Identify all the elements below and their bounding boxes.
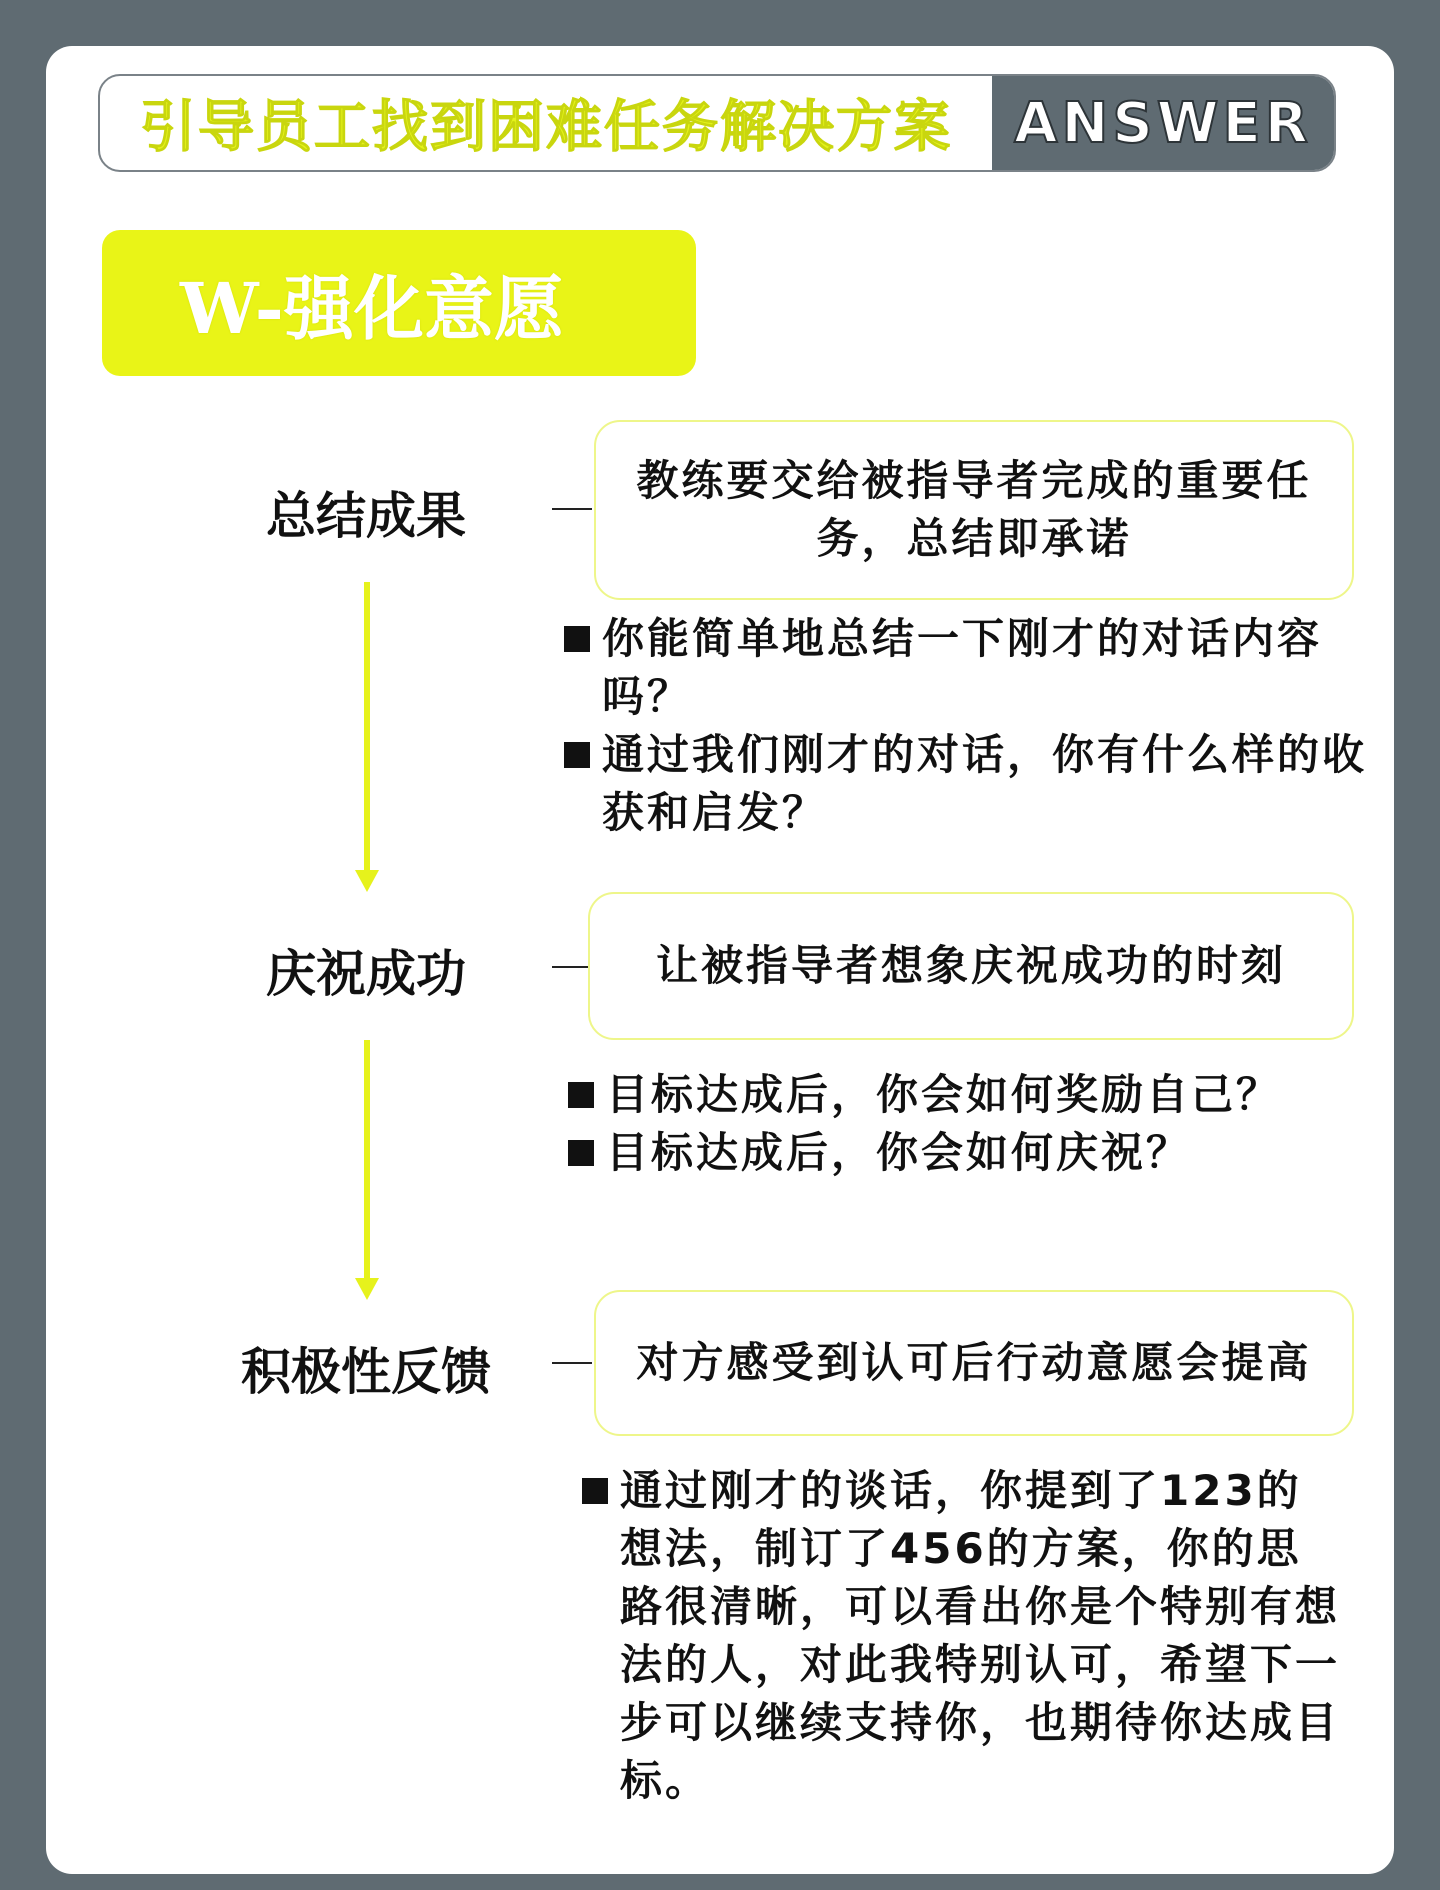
list-item: 通过刚才的谈话，你提到了123的想法，制订了456的方案，你的思路很清晰，可以看出你是个特别有想法的人，对此我特别认可，希望下一步可以继续支持你，也期待你达成目标。	[582, 1462, 1342, 1810]
square-bullet-icon	[582, 1478, 608, 1504]
step-label-feedback: 积极性反馈	[241, 1343, 491, 1401]
square-bullet-icon	[564, 742, 590, 768]
bullet-list-feedback	[582, 1462, 1342, 1810]
answer-tag: ANSWER	[992, 76, 1334, 170]
bullet-list-celebrate	[568, 1066, 1358, 1182]
step-box-celebrate	[588, 892, 1354, 1040]
step-box-feedback	[594, 1290, 1354, 1436]
step-connector	[552, 508, 592, 510]
section-banner: W-强化意愿	[102, 230, 696, 376]
bullet-list-summary	[564, 610, 1384, 842]
step-label-summary: 总结成果	[266, 487, 466, 545]
list-item: 你能简单地总结一下刚才的对话内容吗？	[564, 610, 1384, 726]
down-arrow-icon	[364, 1040, 370, 1280]
step-description: 对方感受到认可后行动意愿会提高	[636, 1338, 1312, 1387]
list-item: 目标达成后，你会如何奖励自己？	[568, 1066, 1358, 1124]
step-box-summary	[594, 420, 1354, 600]
down-arrow-icon	[364, 582, 370, 872]
header-bar	[98, 74, 1336, 172]
list-item: 目标达成后，你会如何庆祝？	[568, 1124, 1358, 1182]
square-bullet-icon	[568, 1082, 594, 1108]
square-bullet-icon	[568, 1140, 594, 1166]
list-item: 通过我们刚才的对话，你有什么样的收获和启发？	[564, 726, 1384, 842]
step-description: 让被指导者想象庆祝成功的时刻	[655, 941, 1286, 990]
step-label-celebrate: 庆祝成功	[266, 945, 466, 1003]
step-connector	[552, 966, 592, 968]
step-description: 教练要交给被指导者完成的重要任务，总结即承诺	[636, 456, 1312, 563]
page-title: 引导员工找到困难任务解决方案	[140, 95, 952, 160]
square-bullet-icon	[564, 626, 590, 652]
step-connector	[552, 1362, 592, 1364]
